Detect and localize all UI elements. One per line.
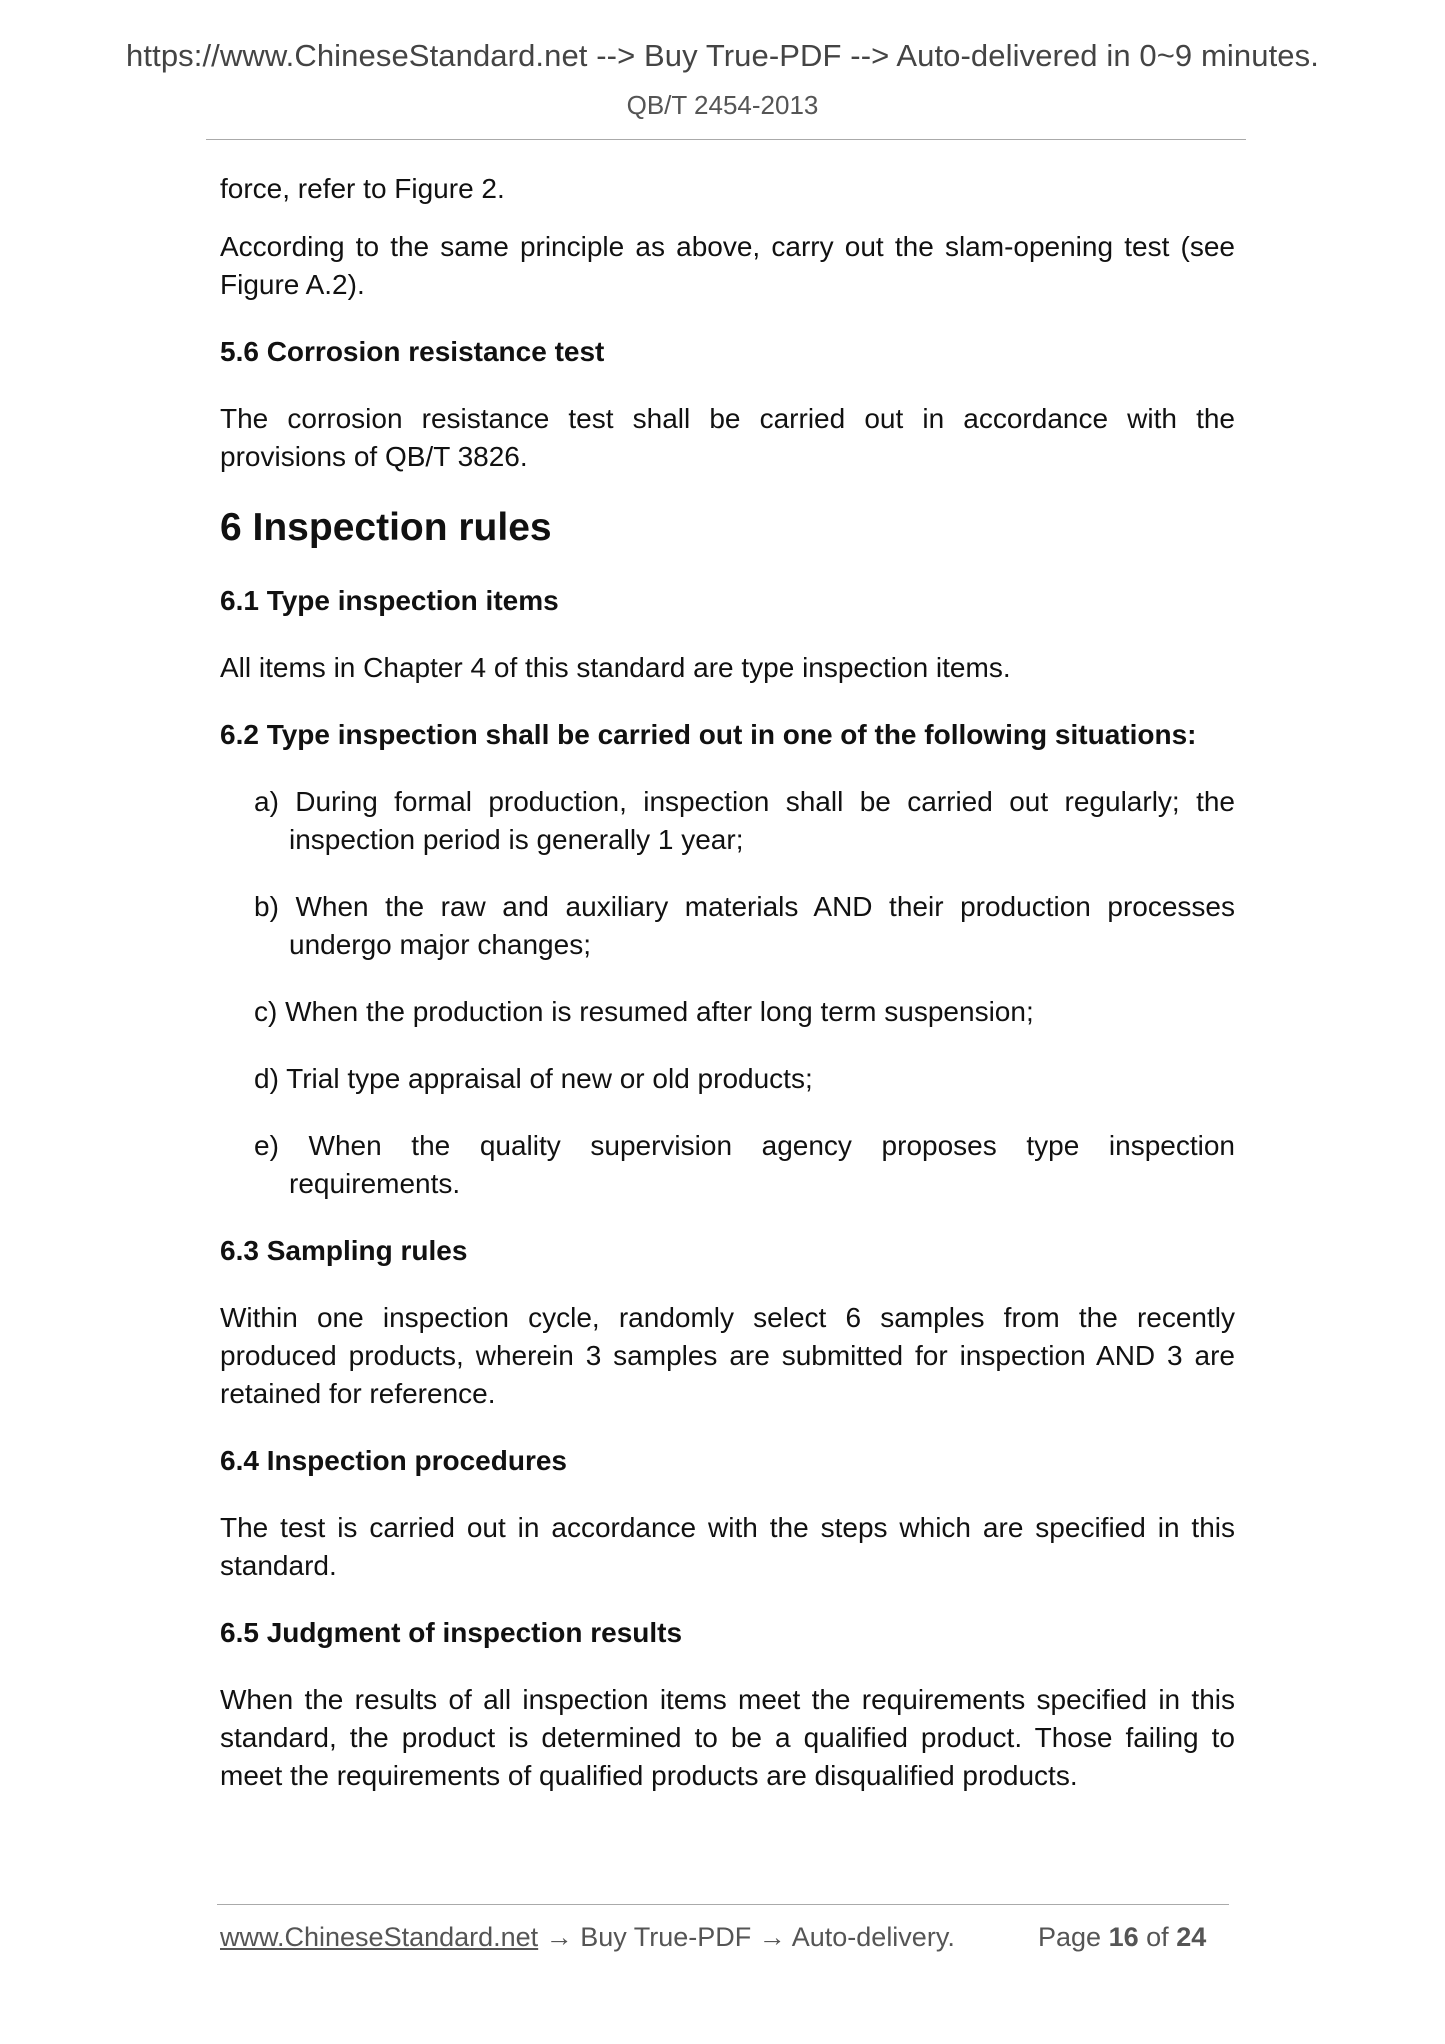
list-item-e: e) When the quality supervision agency proposes type inspection requirements. — [254, 1130, 1235, 1199]
section-6-1-heading: 6.1 Type inspection items — [220, 585, 559, 616]
paragraph-continued: force, refer to Figure 2. — [220, 173, 505, 204]
section-6-1-text: All items in Chapter 4 of this standard are type inspection items. — [220, 652, 1011, 683]
footer-tagline: → Buy True-PDF → Auto-delivery. — [538, 1922, 955, 1952]
list-item-b: b) When the raw and auxiliary materials AND their production processes undergo major changes; — [254, 891, 1235, 960]
paragraph-slam-opening: According to the same principle as above, carry out the slam-opening test (see Figure A.2). — [220, 231, 1235, 300]
document-code: QB/T 2454-2013 — [626, 90, 819, 120]
section-5-6-heading: 5.6 Corrosion resistance test — [220, 336, 605, 367]
chapter-6-heading: 6 Inspection rules — [220, 506, 552, 549]
list-item-d: d) Trial type appraisal of new or old products; — [254, 1063, 813, 1094]
section-6-4-text: The test is carried out in accordance with the steps which are specified in this standard. — [220, 1512, 1235, 1581]
section-6-3-text: Within one inspection cycle, randomly select 6 samples from the recently produced products, wherein 3 samples are submitted for inspection AND 3 are retained for reference. — [220, 1302, 1235, 1409]
header-url-banner: https://www.ChineseStandard.net --> Buy True-PDF --> Auto-delivered in 0~9 minutes. — [126, 38, 1319, 73]
footer-left — [220, 1922, 955, 1953]
section-6-2-heading: 6.2 Type inspection shall be carried out in one of the following situations: — [220, 719, 1197, 750]
list-item-c: c) When the production is resumed after long term suspension; — [254, 996, 1034, 1027]
page-total: 24 — [1176, 1922, 1207, 1952]
page-label: Page — [1038, 1922, 1102, 1952]
list-item-a: a) During formal production, inspection shall be carried out regularly; the inspection period is generally 1 year; — [254, 786, 1235, 855]
footer-site-link[interactable]: www.ChineseStandard.net — [220, 1922, 539, 1952]
page-indicator — [1038, 1922, 1206, 1953]
section-6-5-text: When the results of all inspection items meet the requirements specified in this standard, the product is determined to be a qualified product. Those failing to meet the requirements of qualified products are disqualified products. — [220, 1684, 1235, 1791]
page-of: of — [1146, 1922, 1169, 1952]
page-body — [220, 170, 1235, 1824]
section-6-5-heading: 6.5 Judgment of inspection results — [220, 1617, 683, 1648]
section-6-3-heading: 6.3 Sampling rules — [220, 1235, 468, 1266]
section-5-6-text: The corrosion resistance test shall be carried out in accordance with the provisions of QB/T 3826. — [220, 403, 1235, 472]
footer-divider — [217, 1904, 1229, 1905]
page-current: 16 — [1108, 1922, 1139, 1952]
section-6-4-heading: 6.4 Inspection procedures — [220, 1445, 567, 1476]
header-divider — [206, 139, 1246, 140]
